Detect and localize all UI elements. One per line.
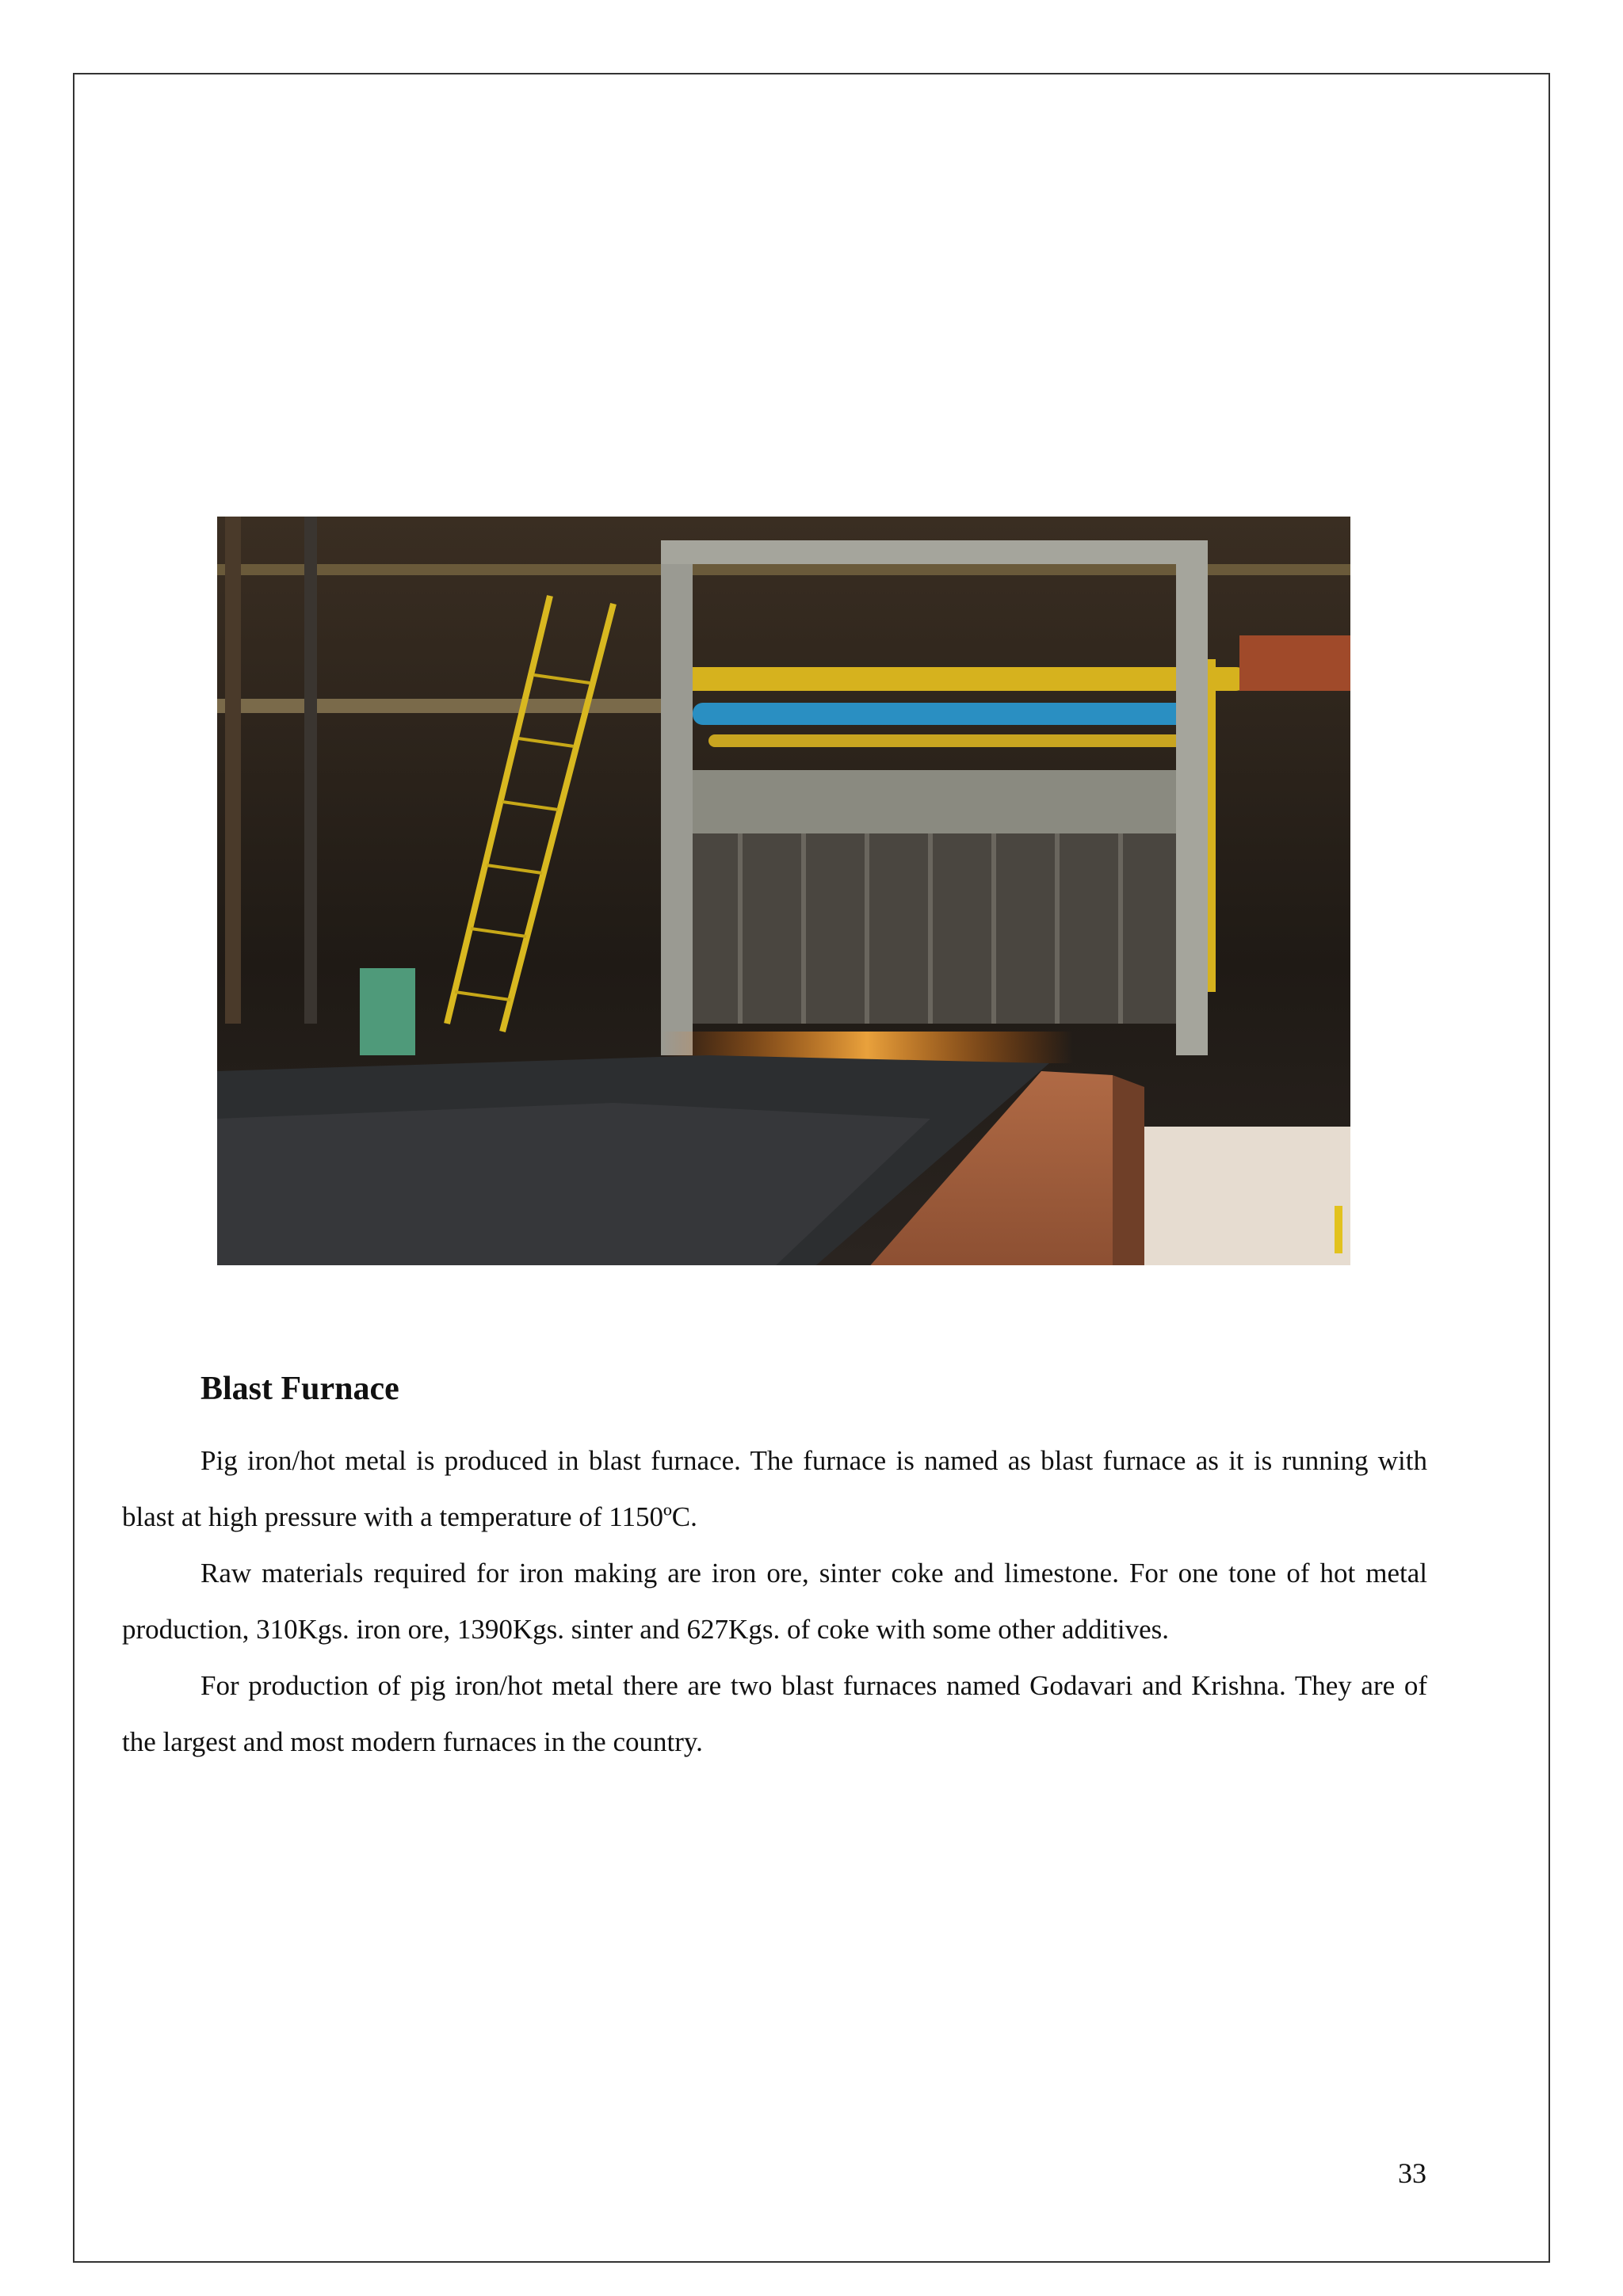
page-number: 33 xyxy=(1398,2157,1426,2189)
furnace-photo xyxy=(217,517,1350,1265)
paragraph-2: Raw materials required for iron making are iron ore, sinter coke and limestone. For one tone of hot metal production, 310Kgs. iron ore, 1390Kgs. sinter and 627Kgs. of coke with some other additives. xyxy=(122,1558,1427,1645)
paragraph-1: Pig iron/hot metal is produced in blast furnace. The furnace is named as blast furnace as it is running with blast at high pressure with a temperature of 1150ºC. xyxy=(122,1445,1427,1532)
section-heading: Blast Furnace xyxy=(200,1371,399,1407)
section-body xyxy=(122,1432,1427,1770)
paragraph-3: For production of pig iron/hot metal there are two blast furnaces named Godavari and Krishna. They are of the largest and most modern furnaces in the country. xyxy=(122,1670,1427,1757)
